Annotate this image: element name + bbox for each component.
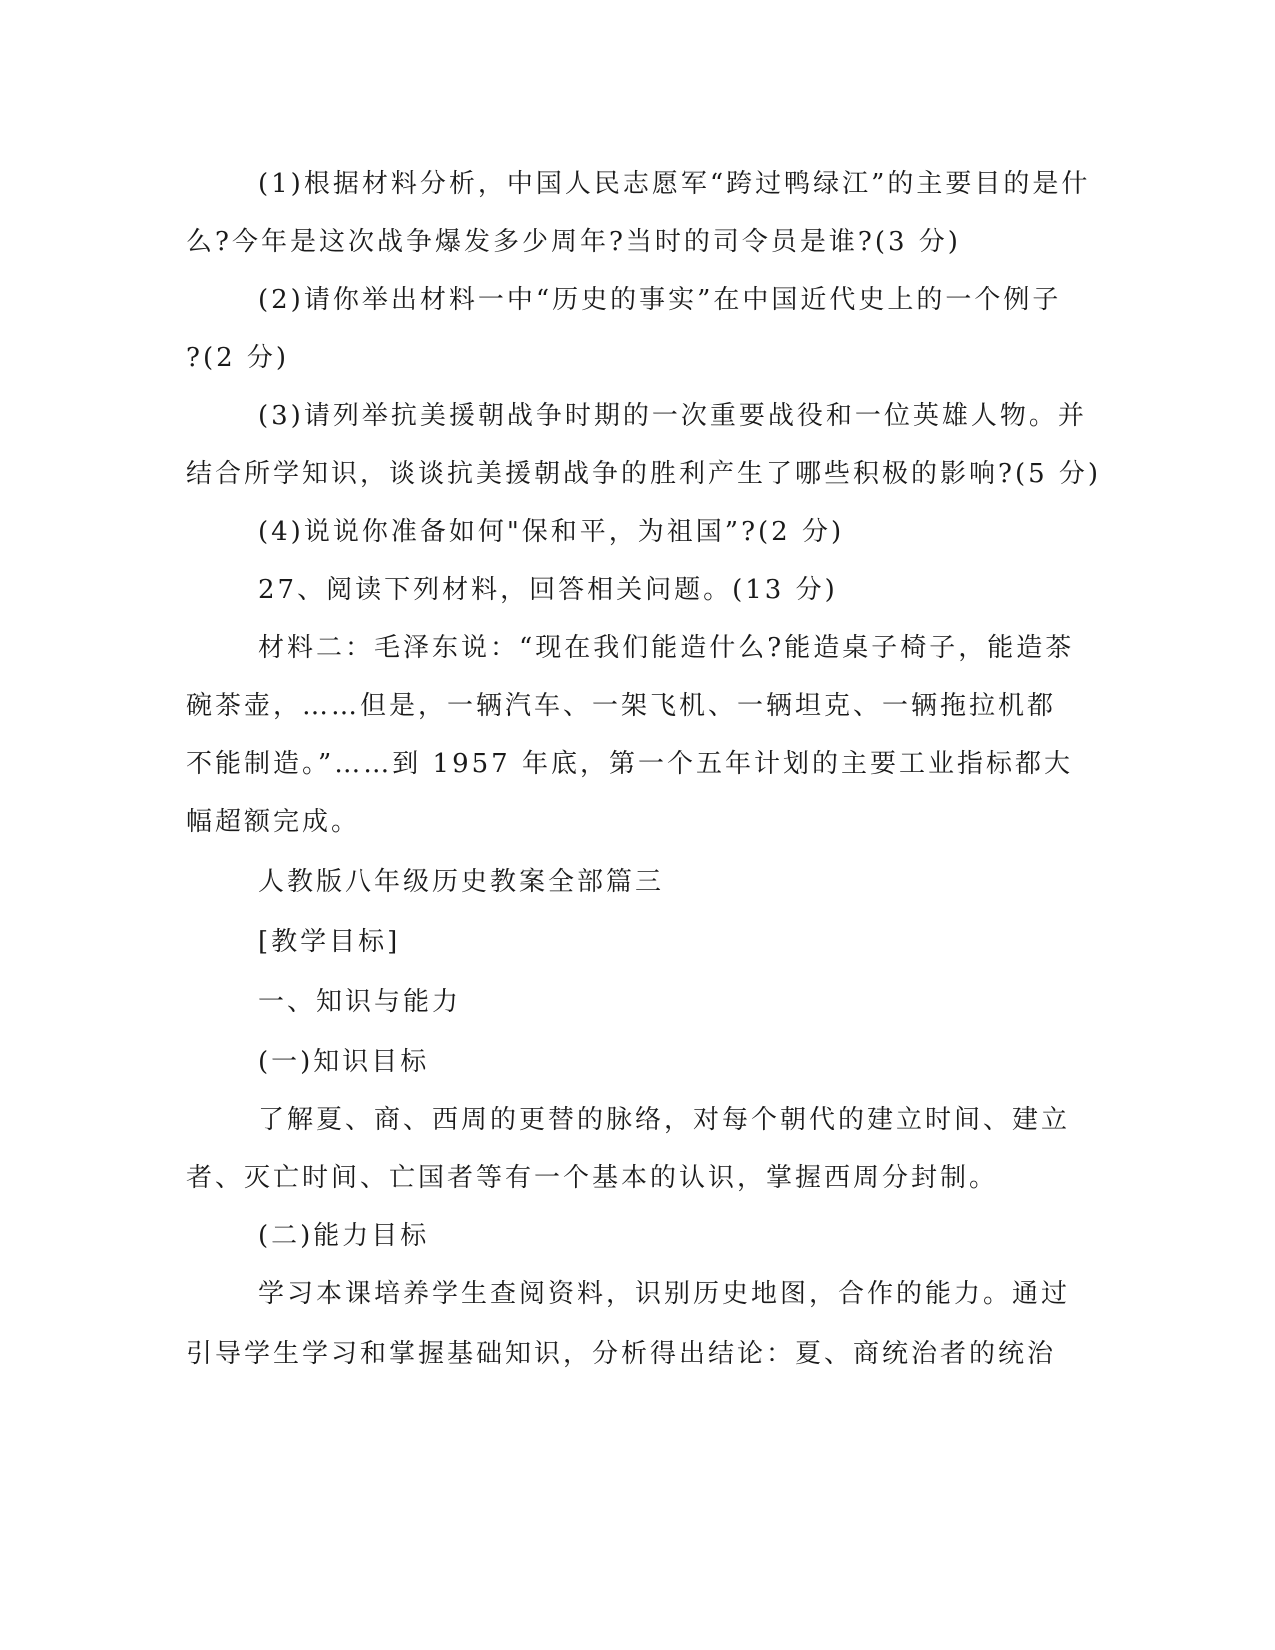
material-2-line-2: 碗茶壶，……但是，一辆汽车、一架飞机、一辆坦克、一辆拖拉机都 (186, 691, 1057, 721)
knowledge-objective-heading: (一)知识目标 (258, 1047, 430, 1077)
material-2-line-3: 不能制造。”……到 1957 年底，第一个五年计划的主要工业指标都大 (186, 749, 1073, 779)
knowledge-ability-heading: 一、知识与能力 (258, 987, 462, 1017)
section-title: 人教版八年级历史教案全部篇三 (258, 867, 665, 897)
question-3-line-2: 结合所学知识，谈谈抗美援朝战争的胜利产生了哪些积极的影响?(5 分) (186, 459, 1102, 489)
ability-objective-line-1: 学习本课培养学生查阅资料，识别历史地图，合作的能力。通过 (258, 1279, 1071, 1309)
question-1-line-1: (1)根据材料分析，中国人民志愿军“跨过鸭绿江”的主要目的是什 (258, 169, 1091, 199)
ability-objective-heading: (二)能力目标 (258, 1221, 430, 1251)
question-1-line-2: 么?今年是这次战争爆发多少周年?当时的司令员是谁?(3 分) (186, 227, 961, 257)
question-2-line-1: (2)请你举出材料一中“历史的事实”在中国近代史上的一个例子 (258, 285, 1062, 315)
material-2-line-4: 幅超额完成。 (186, 807, 361, 837)
material-2-line-1: 材料二：毛泽东说：“现在我们能造什么?能造桌子椅子，能造茶 (258, 633, 1075, 663)
teaching-objectives-heading: [教学目标] (258, 927, 401, 957)
question-4: (4)说说你准备如何"保和平，为祖国”?(2 分) (258, 517, 845, 547)
knowledge-objective-line-1: 了解夏、商、西周的更替的脉络，对每个朝代的建立时间、建立 (258, 1105, 1071, 1135)
question-3-line-1: (3)请列举抗美援朝战争时期的一次重要战役和一位英雄人物。并 (258, 401, 1087, 431)
knowledge-objective-line-2: 者、灭亡时间、亡国者等有一个基本的认识，掌握西周分封制。 (186, 1163, 999, 1193)
question-2-line-2: ?(2 分) (186, 343, 290, 373)
ability-objective-line-2: 引导学生学习和掌握基础知识，分析得出结论：夏、商统治者的统治 (186, 1339, 1057, 1369)
question-27-heading: 27、阅读下列材料，回答相关问题。(13 分) (258, 575, 838, 605)
